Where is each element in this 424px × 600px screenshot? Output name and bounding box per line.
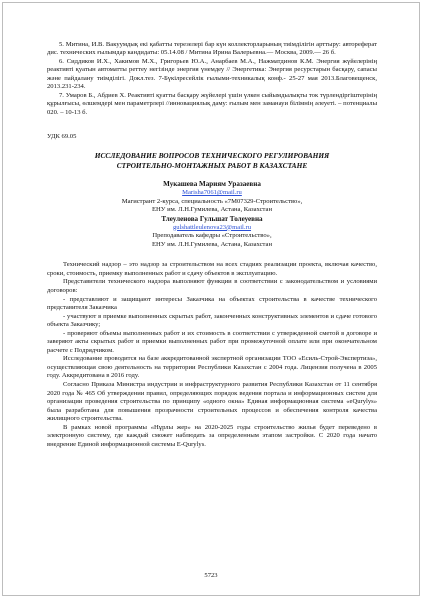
author-name: Мукашева Мариям Уразаевна: [163, 180, 261, 189]
page-number: 5723: [204, 572, 218, 579]
author-position: Магистрант 2-курса, специальность «7М07329-Строительство»,: [121, 197, 303, 205]
body-paragraph: - проверяют объемы выполненных работ и их стоимость в соответствии с утвержденной сметой в договоре и заверяют акты скрытых работ и приемки выполненных работ при промежуточной оплате или при окончательном расчете с Подрядчиком.: [47, 329, 377, 354]
article-title-line-2: СТРОИТЕЛЬНО-МОНТАЖНЫХ РАБОТ В КАЗАХСТАНЕ: [116, 160, 308, 170]
udc-code: УДК 69.05: [47, 133, 77, 141]
body-paragraph: Исследование проводится на базе аккредитованной экспертной организации ТОО «Есиль-Строй-Экспертиза», осуществляющая свою деятельность на территории Республики Казахстан с 2004 года. Лицензия получена в 2005 году. Аккредитована в 2016 году.: [47, 355, 377, 380]
author-email-link[interactable]: gulshattleulenova23@mail.ru: [172, 223, 252, 231]
body-paragraph: Согласно Приказа Министра индустрии и инфраструктурного развития Республики Казахстан от 11 сентября 2020 года № 465 Об утверждении правил, определяющих порядок ведения портала и информационных систем для организации проведения строительства по принципу «одного окна» Единая информационная система «eQurylys» была разработана для повышения прозрачности строительных процессов и обеспечения контроля качества жилищного строительства.: [47, 381, 377, 423]
author-name: Тлеуленова Гульшат Толеуевна: [161, 214, 263, 223]
body-paragraph: Технический надзор – это надзор за строительством на всех стадиях реализации проекта, включая качество, сроки, стоимость, приемку выполненных работ и сдачу объектов в эксплуатацию.: [47, 261, 377, 277]
author-organization: ЕНУ им. Л.Н.Гумилева, Астана, Казахстан: [152, 206, 272, 214]
reference-list: [47, 41, 377, 117]
reference-item: 6. Сиддиков И.Х., Хакимов М.Х., Григорьев Ю.А., Анарбаев М.А., Нажматдинов К.М. Энергия жүйелерінің реактивті қуатын автоматты реттеу негізінде энергия үнемдеу // Энергетика: Энергия ресурстарын басқару, сапасы және пайдалану тиімділігі. Докл.тез. 7-Бүкілресейлік ғылыми-техникалық конф.- 25-27 мая 2013.Благовещенск, 2013.231-234.: [47, 58, 377, 91]
body-paragraph: - участвуют в приемке выполненных скрытых работ, законченных конструктивных элементов и сдаче готового объекта Заказчику;: [47, 312, 377, 329]
reference-item: 7. Умаров Б., Абдиев Х. Реактивті қуатты басқару жүйелері үшін үлкен сыйымдылықты ток түрлендіргіштерінің құрылғысы, өлшемдері мен параметрлері //инновациялық даму: ғылым мен заманауи білімнің әлеуеті. – потенциалы 020. – 10-13 б.: [47, 91, 377, 116]
article-title-line-1: ИССЛЕДОВАНИЕ ВОПРОСОВ ТЕХНИЧЕСКОГО РЕГУЛИРОВАНИЯ: [94, 151, 330, 161]
author-position: Преподаватель кафедры «Строительство»,: [152, 232, 272, 240]
author-organization: ЕНУ им. Л.Н.Гумилева, Астана, Казахстан: [152, 240, 272, 248]
body-paragraph: Представители технического надзора выполняют функции в соответствии с законодательством и условиями договоров:: [47, 278, 377, 295]
body-paragraph: - представляют и защищают интересы Заказчика на объектах строительства в качестве технического представителя Заказчика: [47, 295, 377, 312]
article-text: [47, 261, 377, 449]
page-body: [47, 41, 377, 449]
article-title: [47, 151, 377, 170]
reference-item: 5. Митина, И.В. Вакуумдық екі қабатты терезелері бар күн коллекторларының тиімділігін арттыру: автореферат дис. технических ғылымдар кандидаты: 05.14.08 / Митина Ирина Валерьевна.— Москва, 2009.— 26 б.: [47, 41, 377, 57]
document-page: [2, 2, 420, 596]
author-email-link[interactable]: Marisha7061@mail.ru: [182, 189, 242, 197]
author-block-1: [47, 180, 377, 215]
body-paragraph: В рамках новой программы «Нұрлы жер» на 2020-2025 годы строительство жилья будет переведено в электронную систему, где каждый сможет наблюдать за определенным этапом застройки. С 2020 года начато внедрение Единой информационной системы E-Qurylys.: [47, 423, 377, 448]
author-block-2: [47, 215, 377, 250]
